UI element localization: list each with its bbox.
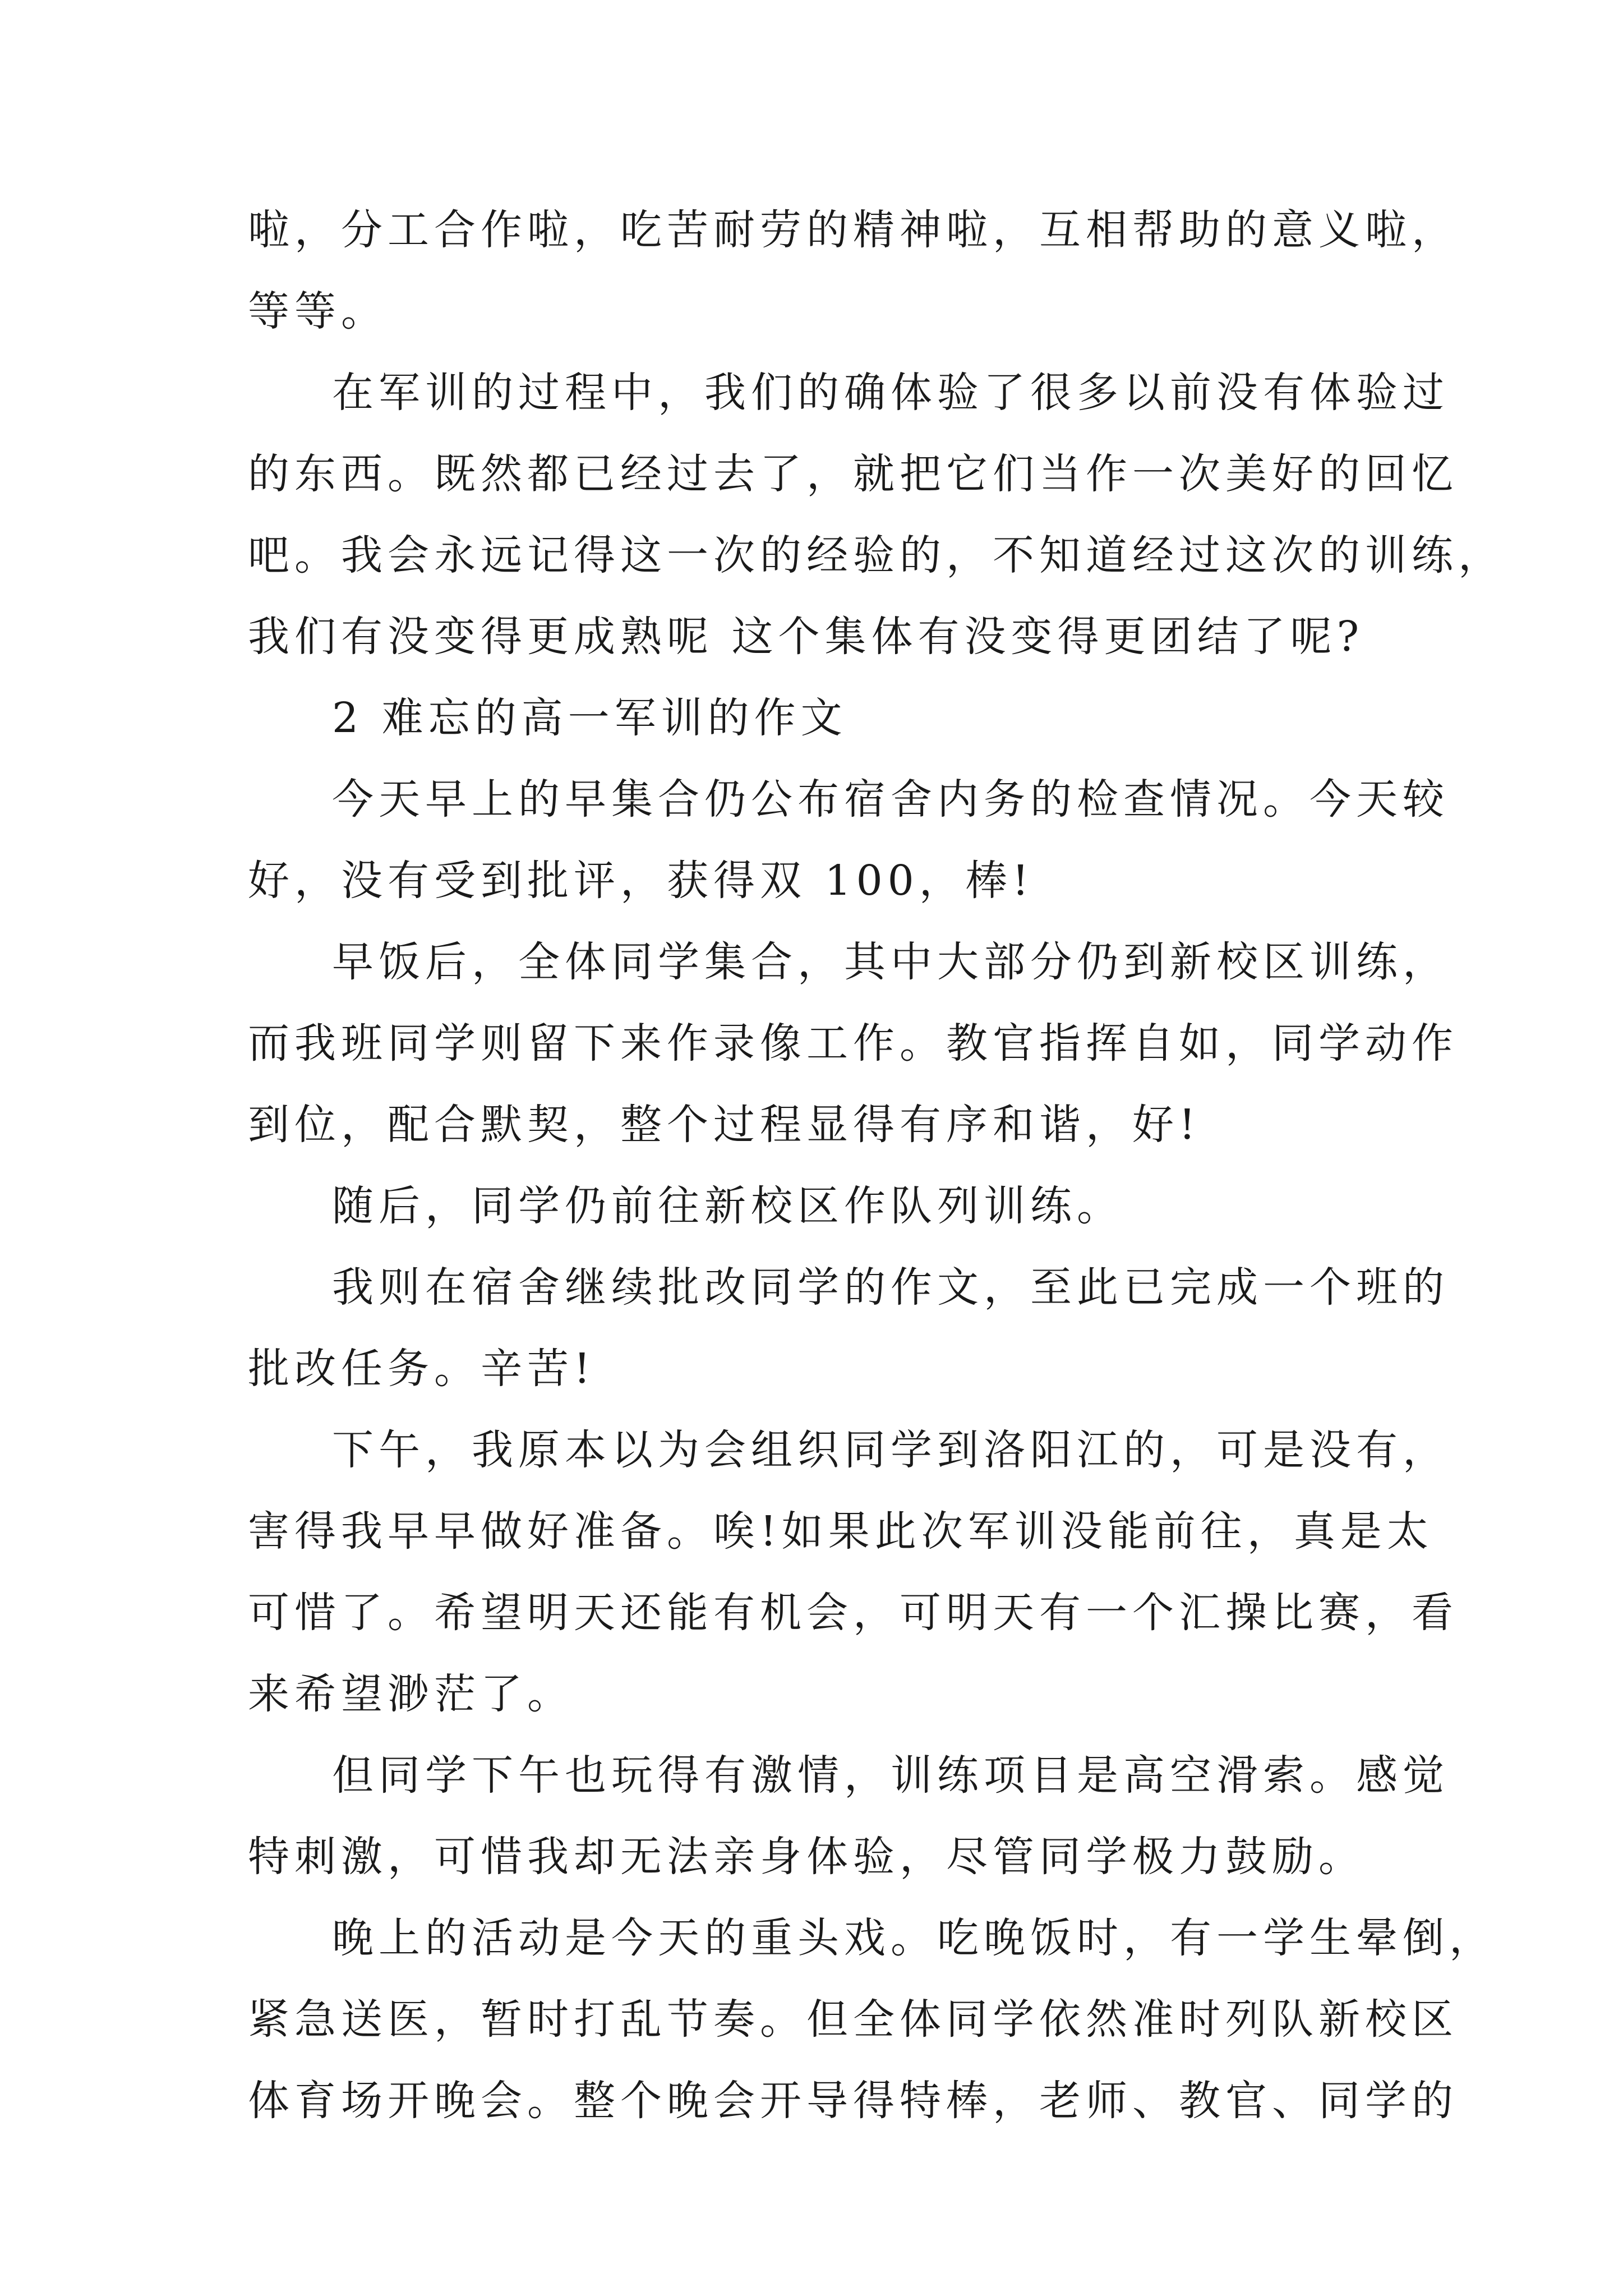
text-line: 可惜了。希望明天还能有机会，可明天有一个汇操比赛，看 — [248, 1589, 1458, 1637]
text-line: 体育场开晚会。整个晚会开导得特棒，老师、教官、同学的 — [248, 2077, 1458, 2125]
text-line: 在军训的过程中，我们的确体验了很多以前没有体验过 — [332, 369, 1449, 417]
text-line: 但同学下午也玩得有激情，训练项目是高空滑索。感觉 — [332, 1751, 1449, 1800]
text-line: 下午，我原本以为会组织同学到洛阳江的，可是没有， — [332, 1426, 1449, 1474]
text-line: 害得我早早做好准备。唉!如果此次军训没能前往，真是太 — [248, 1507, 1433, 1556]
text-line: 早饭后，全体同学集合，其中大部分仍到新校区训练， — [332, 938, 1449, 986]
section-heading: 2 难忘的高一军训的作文 — [332, 694, 847, 742]
text-line: 到位，配合默契，整个过程显得有序和谐，好! — [248, 1101, 1201, 1149]
text-line: 啦，分工合作啦，吃苦耐劳的精神啦，互相帮助的意义啦， — [248, 206, 1458, 254]
text-line: 晚上的活动是今天的重头戏。吃晚饭时，有一学生晕倒， — [332, 1914, 1496, 1962]
text-line: 的东西。既然都已经过去了，就把它们当作一次美好的回忆 — [248, 450, 1458, 498]
text-line: 批改任务。辛苦! — [248, 1345, 596, 1393]
text-line: 今天早上的早集合仍公布宿舍内务的检查情况。今天较 — [332, 775, 1449, 823]
text-line: 来希望渺茫了。 — [248, 1670, 574, 1718]
text-line: 紧急送医，暂时打乱节奏。但全体同学依然准时列队新校区 — [248, 1995, 1458, 2044]
text-line: 而我班同学则留下来作录像工作。教官指挥自如，同学动作 — [248, 1019, 1458, 1068]
text-line: 我们有没变得更成熟呢 这个集体有没变得更团结了呢? — [248, 613, 1364, 661]
text-line: 吧。我会永远记得这一次的经验的，不知道经过这次的训练， — [248, 531, 1505, 579]
text-line: 随后，同学仍前往新校区作队列训练。 — [332, 1182, 1123, 1230]
document-body — [248, 202, 1505, 2154]
text-line: 特刺激，可惜我却无法亲身体验，尽管同学极力鼓励。 — [248, 1833, 1365, 1881]
text-line: 等等。 — [248, 287, 388, 335]
text-line: 好，没有受到批评，获得双 100，棒! — [248, 857, 1034, 905]
text-line: 我则在宿舍继续批改同学的作文，至此已完成一个班的 — [332, 1263, 1449, 1312]
